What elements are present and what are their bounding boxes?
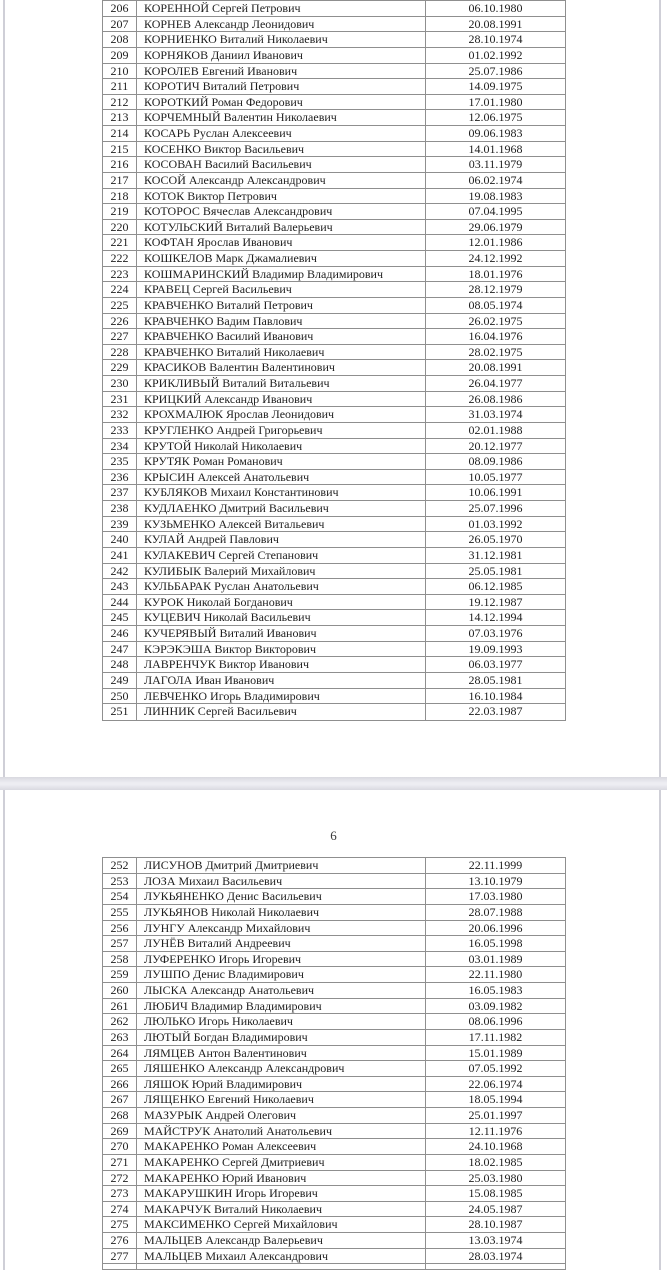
row-number: 256 [103, 921, 137, 936]
table-row [103, 657, 565, 673]
row-number: 266 [103, 1077, 137, 1092]
row-number [103, 1264, 137, 1269]
birth-date: 28.05.1981 [468, 672, 523, 687]
birth-date: 12.06.1975 [468, 110, 523, 125]
table-row [103, 110, 565, 126]
row-number: 244 [103, 595, 137, 610]
row-number: 228 [103, 345, 137, 360]
person-full-name: КРУТЯК Роман Романович [137, 454, 426, 469]
person-full-name: ЛИННИК Сергей Васильевич [137, 704, 426, 720]
row-number: 274 [103, 1202, 137, 1217]
table-row [103, 470, 565, 486]
birth-date: 18.02.1985 [468, 1154, 523, 1169]
table-row [103, 673, 565, 689]
birth-date: 22.06.1974 [468, 1076, 523, 1091]
person-full-name: МАЗУРЫК Андрей Олегович [137, 1108, 426, 1123]
birth-date: 10.06.1991 [468, 485, 523, 500]
row-number: 268 [103, 1108, 137, 1123]
table-row [103, 376, 565, 392]
birth-date: 03.09.1982 [468, 998, 523, 1013]
table-row [103, 1249, 565, 1265]
birth-date: 03.01.1989 [468, 951, 523, 966]
person-full-name: КРАВЧЕНКО Виталий Николаевич [137, 345, 426, 360]
table-row [103, 1108, 565, 1124]
row-number: 264 [103, 1046, 137, 1061]
row-number: 218 [103, 189, 137, 204]
row-number: 253 [103, 874, 137, 889]
table-row [103, 314, 565, 330]
table-row [103, 423, 565, 439]
table-row [103, 579, 565, 595]
birth-date: 12.01.1986 [468, 235, 523, 250]
person-full-name: КУЧЕРЯВЫЙ Виталий Иванович [137, 626, 426, 641]
birth-date: 06.10.1980 [468, 1, 523, 15]
birth-date: 25.03.1980 [468, 1170, 523, 1185]
person-full-name: КОСАРЬ Руслан Алексеевич [137, 126, 426, 141]
table-row [103, 1014, 565, 1030]
row-number: 214 [103, 126, 137, 141]
row-number: 259 [103, 967, 137, 982]
row-number: 236 [103, 470, 137, 485]
row-number: 270 [103, 1139, 137, 1154]
birth-date: 28.03.1974 [468, 1248, 523, 1263]
row-number: 219 [103, 204, 137, 219]
row-number: 247 [103, 642, 137, 657]
person-full-name: ЛЕВЧЕНКО Игорь Владимирович [137, 689, 426, 704]
person-full-name: КРИКЛИВЫЙ Виталий Витальевич [137, 376, 426, 391]
person-full-name: КРУГЛЕНКО Андрей Григорьевич [137, 423, 426, 438]
person-full-name: ЛОЗА Михаил Васильевич [137, 874, 426, 889]
table-row [103, 1217, 565, 1233]
person-full-name: КОРЧЕМНЫЙ Валентин Николаевич [137, 110, 426, 125]
table-row [103, 936, 565, 952]
birth-date: 28.02.1975 [468, 344, 523, 359]
person-full-name: ЛЮЛЬКО Игорь Николаевич [137, 1014, 426, 1029]
row-number: 207 [103, 17, 137, 32]
birth-date: 22.03.1987 [468, 704, 523, 719]
birth-date: 14.01.1968 [468, 141, 523, 156]
table-row [103, 517, 565, 533]
person-full-name: МАКАРЧУК Виталий Николаевич [137, 1202, 426, 1217]
person-full-name: ЛЮТЫЙ Богдан Владимирович [137, 1030, 426, 1045]
person-full-name: ЛЯШОК Юрий Владимирович [137, 1077, 426, 1092]
person-full-name: МАЛЬЦЕВ Михаил Александрович [137, 1249, 426, 1264]
birth-date: 19.08.1983 [468, 188, 523, 203]
table-row [103, 267, 565, 283]
birth-date: 25.07.1986 [468, 63, 523, 78]
row-number: 225 [103, 298, 137, 313]
table-row [103, 1233, 565, 1249]
row-number: 224 [103, 282, 137, 297]
table-row [103, 1092, 565, 1108]
birth-date: 08.05.1974 [468, 297, 523, 312]
person-full-name: КОСОЙ Александр Александрович [137, 173, 426, 188]
row-number: 275 [103, 1217, 137, 1232]
table-row [103, 454, 565, 470]
table-row [103, 173, 565, 189]
table-row [103, 32, 565, 48]
row-number: 254 [103, 889, 137, 904]
birth-date: 25.05.1981 [468, 563, 523, 578]
table-row [103, 220, 565, 236]
person-full-name: МАКАРУШКИН Игорь Игоревич [137, 1186, 426, 1201]
birth-date: 19.12.1987 [468, 594, 523, 609]
row-number: 206 [103, 1, 137, 16]
table-row [103, 999, 565, 1015]
person-full-name: КОРНИЕНКО Виталий Николаевич [137, 32, 426, 47]
table-row [103, 142, 565, 158]
row-number: 261 [103, 999, 137, 1014]
table-row [103, 952, 565, 968]
person-full-name: КУЗЬМЕНКО Алексей Витальевич [137, 517, 426, 532]
table-row [103, 858, 565, 874]
table-row-partial [103, 1264, 565, 1269]
person-full-name: КРАВЧЕНКО Вадим Павлович [137, 314, 426, 329]
table-row [103, 407, 565, 423]
person-full-name: КРАВЕЦ Сергей Васильевич [137, 282, 426, 297]
person-full-name: КОСЕНКО Виктор Васильевич [137, 142, 426, 157]
table-row [103, 1202, 565, 1218]
birth-date: 29.06.1979 [468, 219, 523, 234]
table-row [103, 485, 565, 501]
row-number: 252 [103, 858, 137, 873]
person-full-name: ЛАВРЕНЧУК Виктор Иванович [137, 657, 426, 672]
table-row [103, 967, 565, 983]
table-row [103, 1155, 565, 1171]
person-full-name: КРАВЧЕНКО Виталий Петрович [137, 298, 426, 313]
birth-date: 22.11.1980 [468, 967, 523, 982]
birth-date: 06.03.1977 [468, 657, 523, 672]
person-full-name: ЛУШПО Денис Владимирович [137, 967, 426, 982]
row-number: 210 [103, 64, 137, 79]
row-number: 227 [103, 329, 137, 344]
table-row [103, 157, 565, 173]
row-number: 221 [103, 235, 137, 250]
person-full-name: ЛУФЕРЕНКО Игорь Игоревич [137, 952, 426, 967]
row-number: 258 [103, 952, 137, 967]
table-row [103, 282, 565, 298]
birth-date: 25.07.1996 [468, 501, 523, 515]
table-row [103, 360, 565, 376]
birth-date: 25.01.1997 [468, 1108, 523, 1122]
person-full-name: КОРНЕВ Александр Леонидович [137, 17, 426, 32]
table-row [103, 642, 565, 658]
birth-date: 26.02.1975 [468, 313, 523, 328]
table-row [103, 1061, 565, 1077]
person-full-name: ЛУНЁВ Виталий Андреевич [137, 936, 426, 951]
person-full-name: ЛЯМЦЕВ Антон Валентинович [137, 1046, 426, 1061]
row-number: 213 [103, 110, 137, 125]
page-number: 6 [330, 828, 337, 843]
row-number: 267 [103, 1092, 137, 1107]
table-row [103, 921, 565, 937]
table-row [103, 889, 565, 905]
row-number: 240 [103, 532, 137, 547]
row-number: 248 [103, 657, 137, 672]
birth-date: 01.02.1992 [468, 47, 523, 62]
row-number: 263 [103, 1030, 137, 1045]
table-row [103, 689, 565, 705]
birth-date [426, 1264, 565, 1269]
row-number: 232 [103, 407, 137, 422]
person-full-name: ЛЯЩЕНКО Евгений Николаевич [137, 1092, 426, 1107]
birth-date: 24.10.1968 [468, 1139, 523, 1154]
person-full-name: КУЛИБЫК Валерий Михайлович [137, 564, 426, 579]
row-number: 209 [103, 48, 137, 63]
birth-date: 20.06.1996 [468, 920, 523, 935]
person-full-name: МАКСИМЕНКО Сергей Михайлович [137, 1217, 426, 1232]
table-row [103, 17, 565, 33]
birth-date: 28.12.1979 [468, 282, 523, 297]
row-number: 233 [103, 423, 137, 438]
birth-date: 14.09.1975 [468, 79, 523, 94]
table-row [103, 204, 565, 220]
table-row [103, 564, 565, 580]
birth-date: 17.11.1982 [468, 1029, 523, 1044]
birth-date: 16.05.1983 [468, 983, 523, 997]
row-number: 246 [103, 626, 137, 641]
row-number: 238 [103, 501, 137, 516]
person-full-name: МАКАРЕНКО Юрий Иванович [137, 1171, 426, 1186]
row-number: 251 [103, 704, 137, 720]
row-number: 262 [103, 1014, 137, 1029]
table-row [103, 48, 565, 64]
birth-date: 16.10.1984 [468, 688, 523, 703]
person-full-name: ЛУКЬЯНЕНКО Денис Васильевич [137, 889, 426, 904]
birth-date: 31.12.1981 [468, 547, 523, 562]
birth-date: 20.08.1991 [468, 360, 523, 375]
person-full-name: КОРОТИЧ Виталий Петрович [137, 79, 426, 94]
birth-date: 16.05.1998 [468, 936, 523, 951]
person-full-name: ЛАГОЛА Иван Иванович [137, 673, 426, 688]
row-number: 226 [103, 314, 137, 329]
birth-date: 18.05.1994 [468, 1092, 523, 1107]
table-row [103, 610, 565, 626]
row-number: 250 [103, 689, 137, 704]
person-full-name: ЛЫСКА Александр Анатольевич [137, 983, 426, 998]
row-number: 217 [103, 173, 137, 188]
birth-date: 20.12.1977 [468, 438, 523, 453]
person-full-name: КРАСИКОВ Валентин Валентинович [137, 360, 426, 375]
row-number: 239 [103, 517, 137, 532]
person-full-name: КУЦЕВИЧ Николай Васильевич [137, 610, 426, 625]
person-full-name: КРАВЧЕНКО Василий Иванович [137, 329, 426, 344]
person-full-name: ЛЯШЕНКО Александр Александрович [137, 1061, 426, 1076]
birth-date: 12.11.1976 [468, 1123, 523, 1138]
row-number: 235 [103, 454, 137, 469]
row-number: 211 [103, 79, 137, 94]
birth-date: 26.05.1970 [468, 532, 523, 547]
person-full-name: КОРЕННОЙ Сергей Петрович [137, 1, 426, 16]
person-full-name: ЛУНГУ Александр Михайлович [137, 921, 426, 936]
row-number: 277 [103, 1249, 137, 1264]
table-row [103, 95, 565, 111]
birth-date: 22.11.1999 [468, 858, 523, 872]
row-number: 245 [103, 610, 137, 625]
row-number: 249 [103, 673, 137, 688]
person-full-name: КУРОК Николай Богданович [137, 595, 426, 610]
row-number: 265 [103, 1061, 137, 1076]
row-number: 234 [103, 439, 137, 454]
birth-date: 28.07.1988 [468, 904, 523, 919]
birth-date: 26.04.1977 [468, 376, 523, 390]
row-number: 215 [103, 142, 137, 157]
row-number: 216 [103, 157, 137, 172]
person-full-name: МАКАРЕНКО Сергей Дмитриевич [137, 1155, 426, 1170]
person-full-name: КУБЛЯКОВ Михаил Константинович [137, 485, 426, 500]
table-row [103, 1077, 565, 1093]
birth-date: 08.06.1996 [468, 1014, 523, 1029]
person-full-name: ЛИСУНОВ Дмитрий Дмитриевич [137, 858, 426, 873]
birth-date: 31.03.1974 [468, 407, 523, 422]
birth-date: 16.04.1976 [468, 329, 523, 344]
table-row [103, 1124, 565, 1140]
person-full-name: МАЙСТРУК Анатолий Анатольевич [137, 1124, 426, 1139]
page-gap-divider [0, 777, 667, 790]
person-full-name: КУЛЬБАРАК Руслан Анатольевич [137, 579, 426, 594]
table-row [103, 548, 565, 564]
table-row [103, 345, 565, 361]
table-row [103, 983, 565, 999]
person-full-name: КОШМАРИНСКИЙ Владимир Владимирович [137, 267, 426, 282]
birth-date: 18.01.1976 [468, 266, 523, 281]
table-row [103, 905, 565, 921]
person-full-name: КЭРЭКЭША Виктор Викторович [137, 642, 426, 657]
table-row [103, 439, 565, 455]
table-row [103, 1171, 565, 1187]
person-full-name: МАКАРЕНКО Роман Алексеевич [137, 1139, 426, 1154]
person-full-name: КОРОТКИЙ Роман Федорович [137, 95, 426, 110]
row-number: 272 [103, 1171, 137, 1186]
person-full-name: КОТУЛЬСКИЙ Виталий Валерьевич [137, 220, 426, 235]
row-number: 222 [103, 251, 137, 266]
person-full-name [137, 1264, 426, 1269]
table-row [103, 595, 565, 611]
person-full-name: КУЛАКЕВИЧ Сергей Степанович [137, 548, 426, 563]
birth-date: 26.08.1986 [468, 391, 523, 406]
names-table-page-5 [102, 0, 566, 721]
person-full-name: КОТОК Виктор Петрович [137, 189, 426, 204]
page-right-edge-line [659, 0, 661, 1270]
birth-date: 17.01.1980 [468, 94, 523, 109]
row-number: 243 [103, 579, 137, 594]
row-number: 223 [103, 267, 137, 282]
person-full-name: КОСОВАН Василий Васильевич [137, 157, 426, 172]
birth-date: 14.12.1994 [468, 610, 523, 625]
birth-date: 10.05.1977 [468, 469, 523, 484]
table-row [103, 1046, 565, 1062]
birth-date: 13.10.1979 [468, 873, 523, 888]
person-full-name: МАЛЬЦЕВ Александр Валерьевич [137, 1233, 426, 1248]
row-number: 231 [103, 392, 137, 407]
birth-date: 01.03.1992 [468, 516, 523, 531]
birth-date: 20.08.1991 [468, 16, 523, 31]
birth-date: 06.02.1974 [468, 172, 523, 187]
table-row [103, 1139, 565, 1155]
row-number: 273 [103, 1186, 137, 1201]
person-full-name: КРОХМАЛЮК Ярослав Леонидович [137, 407, 426, 422]
table-row [103, 251, 565, 267]
person-full-name: КОРОЛЕВ Евгений Иванович [137, 64, 426, 79]
table-row [103, 874, 565, 890]
table-row [103, 1, 565, 17]
table-row [103, 189, 565, 205]
row-number: 260 [103, 983, 137, 998]
person-full-name: КОШКЕЛОВ Марк Джамалиевич [137, 251, 426, 266]
birth-date: 02.01.1988 [468, 422, 523, 437]
table-row [103, 64, 565, 80]
birth-date: 06.12.1985 [468, 579, 523, 594]
row-number: 237 [103, 485, 137, 500]
birth-date: 24.12.1992 [468, 251, 523, 265]
page-left-edge-line [3, 0, 5, 1270]
person-full-name: ЛЮБИЧ Владимир Владимирович [137, 999, 426, 1014]
row-number: 230 [103, 376, 137, 391]
row-number: 271 [103, 1155, 137, 1170]
table-row [103, 626, 565, 642]
person-full-name: КУДЛАЕНКО Дмитрий Васильевич [137, 501, 426, 516]
table-row [103, 126, 565, 142]
table-row [103, 1030, 565, 1046]
birth-date: 07.05.1992 [468, 1061, 523, 1076]
person-full-name: КУЛАЙ Андрей Павлович [137, 532, 426, 547]
person-full-name: ЛУКЬЯНОВ Николай Николаевич [137, 905, 426, 920]
birth-date: 28.10.1974 [468, 32, 523, 47]
birth-date: 07.03.1976 [468, 626, 523, 640]
row-number: 212 [103, 95, 137, 110]
person-full-name: КОТОРОС Вячеслав Александрович [137, 204, 426, 219]
table-row [103, 501, 565, 517]
birth-date: 09.06.1983 [468, 126, 523, 140]
table-row [103, 329, 565, 345]
table-row [103, 1186, 565, 1202]
birth-date: 03.11.1979 [468, 157, 523, 172]
table-row [103, 704, 565, 720]
person-full-name: КОФТАН Ярослав Иванович [137, 235, 426, 250]
table-row [103, 235, 565, 251]
row-number: 241 [103, 548, 137, 563]
birth-date: 15.08.1985 [468, 1186, 523, 1201]
row-number: 255 [103, 905, 137, 920]
birth-date: 28.10.1987 [468, 1217, 523, 1232]
birth-date: 08.09.1986 [468, 454, 523, 469]
row-number: 220 [103, 220, 137, 235]
person-full-name: КРУТОЙ Николай Николаевич [137, 439, 426, 454]
birth-date: 24.05.1987 [468, 1201, 523, 1216]
birth-date: 17.03.1980 [468, 889, 523, 904]
person-full-name: КОРНЯКОВ Даниил Иванович [137, 48, 426, 63]
birth-date: 07.04.1995 [468, 204, 523, 219]
table-row [103, 392, 565, 408]
table-row [103, 532, 565, 548]
names-table-page-6 [102, 857, 566, 1270]
row-number: 276 [103, 1233, 137, 1248]
table-row [103, 298, 565, 314]
person-full-name: КРЫСИН Алексей Анатольевич [137, 470, 426, 485]
table-row [103, 79, 565, 95]
row-number: 229 [103, 360, 137, 375]
row-number: 269 [103, 1124, 137, 1139]
birth-date: 13.03.1974 [468, 1233, 523, 1247]
birth-date: 15.01.1989 [468, 1045, 523, 1060]
row-number: 242 [103, 564, 137, 579]
birth-date: 19.09.1993 [468, 641, 523, 656]
row-number: 208 [103, 32, 137, 47]
row-number: 257 [103, 936, 137, 951]
person-full-name: КРИЦКИЙ Александр Иванович [137, 392, 426, 407]
